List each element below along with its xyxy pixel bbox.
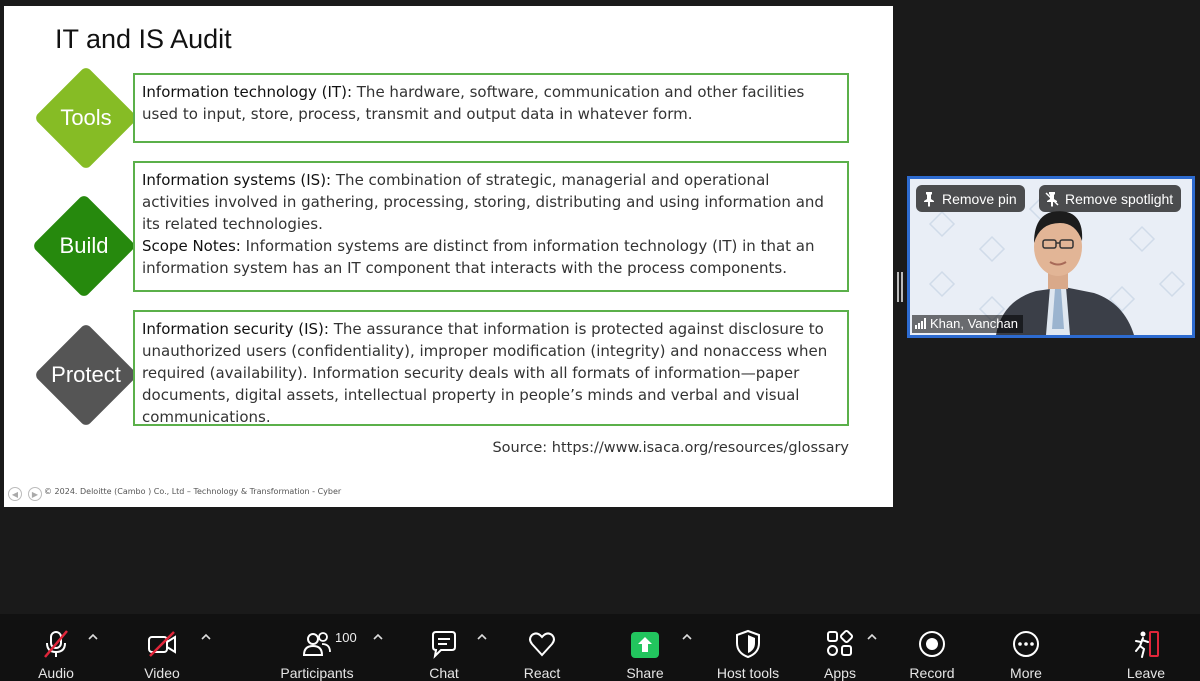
chat-label: Chat bbox=[429, 665, 459, 681]
chat-button[interactable] bbox=[424, 614, 464, 681]
source-citation: Source: https://www.isaca.org/resources/glossary bbox=[492, 440, 849, 456]
slide-footer: © 2024. Deloitte (Cambo ) Co., Ltd – Technology & Transformation - Cyber bbox=[44, 487, 342, 496]
video-options-chevron-icon[interactable] bbox=[200, 631, 212, 643]
participants-icon bbox=[302, 629, 332, 659]
next-slide-icon[interactable]: ▶ bbox=[28, 487, 42, 501]
signal-strength-icon bbox=[915, 318, 926, 329]
participants-count: 100 bbox=[335, 630, 357, 645]
host-tools-label: Host tools bbox=[716, 665, 780, 681]
record-label: Record bbox=[909, 665, 955, 681]
camera-off-icon bbox=[146, 629, 178, 659]
participants-options-chevron-icon[interactable] bbox=[372, 631, 384, 643]
leave-button[interactable] bbox=[1126, 614, 1166, 681]
participants-label: Participants bbox=[280, 665, 354, 681]
tools-diamond bbox=[34, 66, 138, 170]
share-label: Share bbox=[626, 665, 664, 681]
remove-spotlight-label: Remove spotlight bbox=[1065, 190, 1174, 207]
previous-slide-icon[interactable]: ◀ bbox=[8, 487, 22, 501]
microphone-muted-icon bbox=[41, 629, 71, 659]
apps-icon bbox=[825, 629, 855, 659]
protect-diamond bbox=[34, 323, 138, 427]
video-button[interactable] bbox=[140, 614, 184, 681]
remove-spotlight-button[interactable] bbox=[1039, 185, 1181, 212]
is-term: Information systems (IS): bbox=[142, 171, 332, 189]
react-label: React bbox=[523, 665, 561, 681]
infosec-text: The assurance that information is protected against disclosure to unauthorized users (confidentiality), improper modification (integrity) and nonaccess when required (availability). Information security deals with all formats of information—paper documents, digital assets, intellectual property in people’s minds and verbal and visual communications. bbox=[142, 320, 828, 426]
it-term: Information technology (IT): bbox=[142, 83, 352, 101]
is-definition-box bbox=[133, 161, 849, 292]
apps-label: Apps bbox=[824, 665, 856, 681]
host-tools-button[interactable] bbox=[712, 614, 784, 681]
share-options-chevron-icon[interactable] bbox=[681, 631, 693, 643]
infosec-definition-box bbox=[133, 310, 849, 426]
more-icon bbox=[1011, 629, 1041, 659]
audio-options-chevron-icon[interactable] bbox=[87, 631, 99, 643]
it-text: The hardware, software, communication and other facilities used to input, store, process, transmit and output data in whatever form. bbox=[142, 83, 805, 123]
apps-options-chevron-icon[interactable] bbox=[866, 631, 878, 643]
leave-icon bbox=[1131, 629, 1161, 659]
remove-pin-label: Remove pin bbox=[942, 190, 1017, 207]
participant-name-tag bbox=[912, 315, 1023, 333]
it-definition-box bbox=[133, 73, 849, 143]
slide-title: IT and IS Audit bbox=[55, 24, 232, 54]
chat-options-chevron-icon[interactable] bbox=[476, 631, 488, 643]
meeting-toolbar bbox=[0, 614, 1200, 681]
shield-icon bbox=[734, 629, 762, 659]
video-label: Video bbox=[144, 665, 180, 681]
heart-icon bbox=[527, 629, 557, 659]
react-button[interactable] bbox=[522, 614, 562, 681]
leave-label: Leave bbox=[1126, 665, 1166, 681]
spotlight-icon bbox=[1045, 191, 1059, 207]
record-button[interactable] bbox=[907, 614, 957, 681]
more-label: More bbox=[1010, 665, 1042, 681]
record-icon bbox=[917, 629, 947, 659]
pin-icon bbox=[922, 191, 936, 207]
scope-notes-term: Scope Notes: bbox=[142, 237, 241, 255]
participant-video-tile[interactable] bbox=[907, 176, 1195, 338]
shared-slide bbox=[4, 6, 893, 507]
infosec-term: Information security (IS): bbox=[142, 320, 329, 338]
slide-navigation[interactable] bbox=[8, 487, 42, 501]
build-label: Build bbox=[59, 233, 109, 258]
tools-label: Tools bbox=[60, 105, 112, 130]
is-text: The combination of strategic, managerial and operational activities involved in gathering, processing, storing, distributing and using information and its related technologies. bbox=[142, 171, 824, 233]
scope-notes-text: Information systems are distinct from information technology (IT) in that an information system has an IT component that interacts with the process components. bbox=[142, 237, 815, 277]
panel-resize-handle[interactable] bbox=[897, 272, 903, 302]
protect-label: Protect bbox=[51, 362, 121, 387]
chat-icon bbox=[429, 629, 459, 659]
build-diamond bbox=[32, 194, 136, 298]
participant-name: Khan, Vanchan bbox=[930, 316, 1018, 331]
participants-button[interactable] bbox=[280, 614, 354, 681]
more-button[interactable] bbox=[1006, 614, 1046, 681]
audio-label: Audio bbox=[38, 665, 74, 681]
apps-button[interactable] bbox=[820, 614, 860, 681]
audio-button[interactable] bbox=[34, 614, 78, 681]
remove-pin-button[interactable] bbox=[916, 185, 1025, 212]
share-screen-icon bbox=[630, 631, 660, 659]
share-button[interactable] bbox=[624, 614, 666, 681]
